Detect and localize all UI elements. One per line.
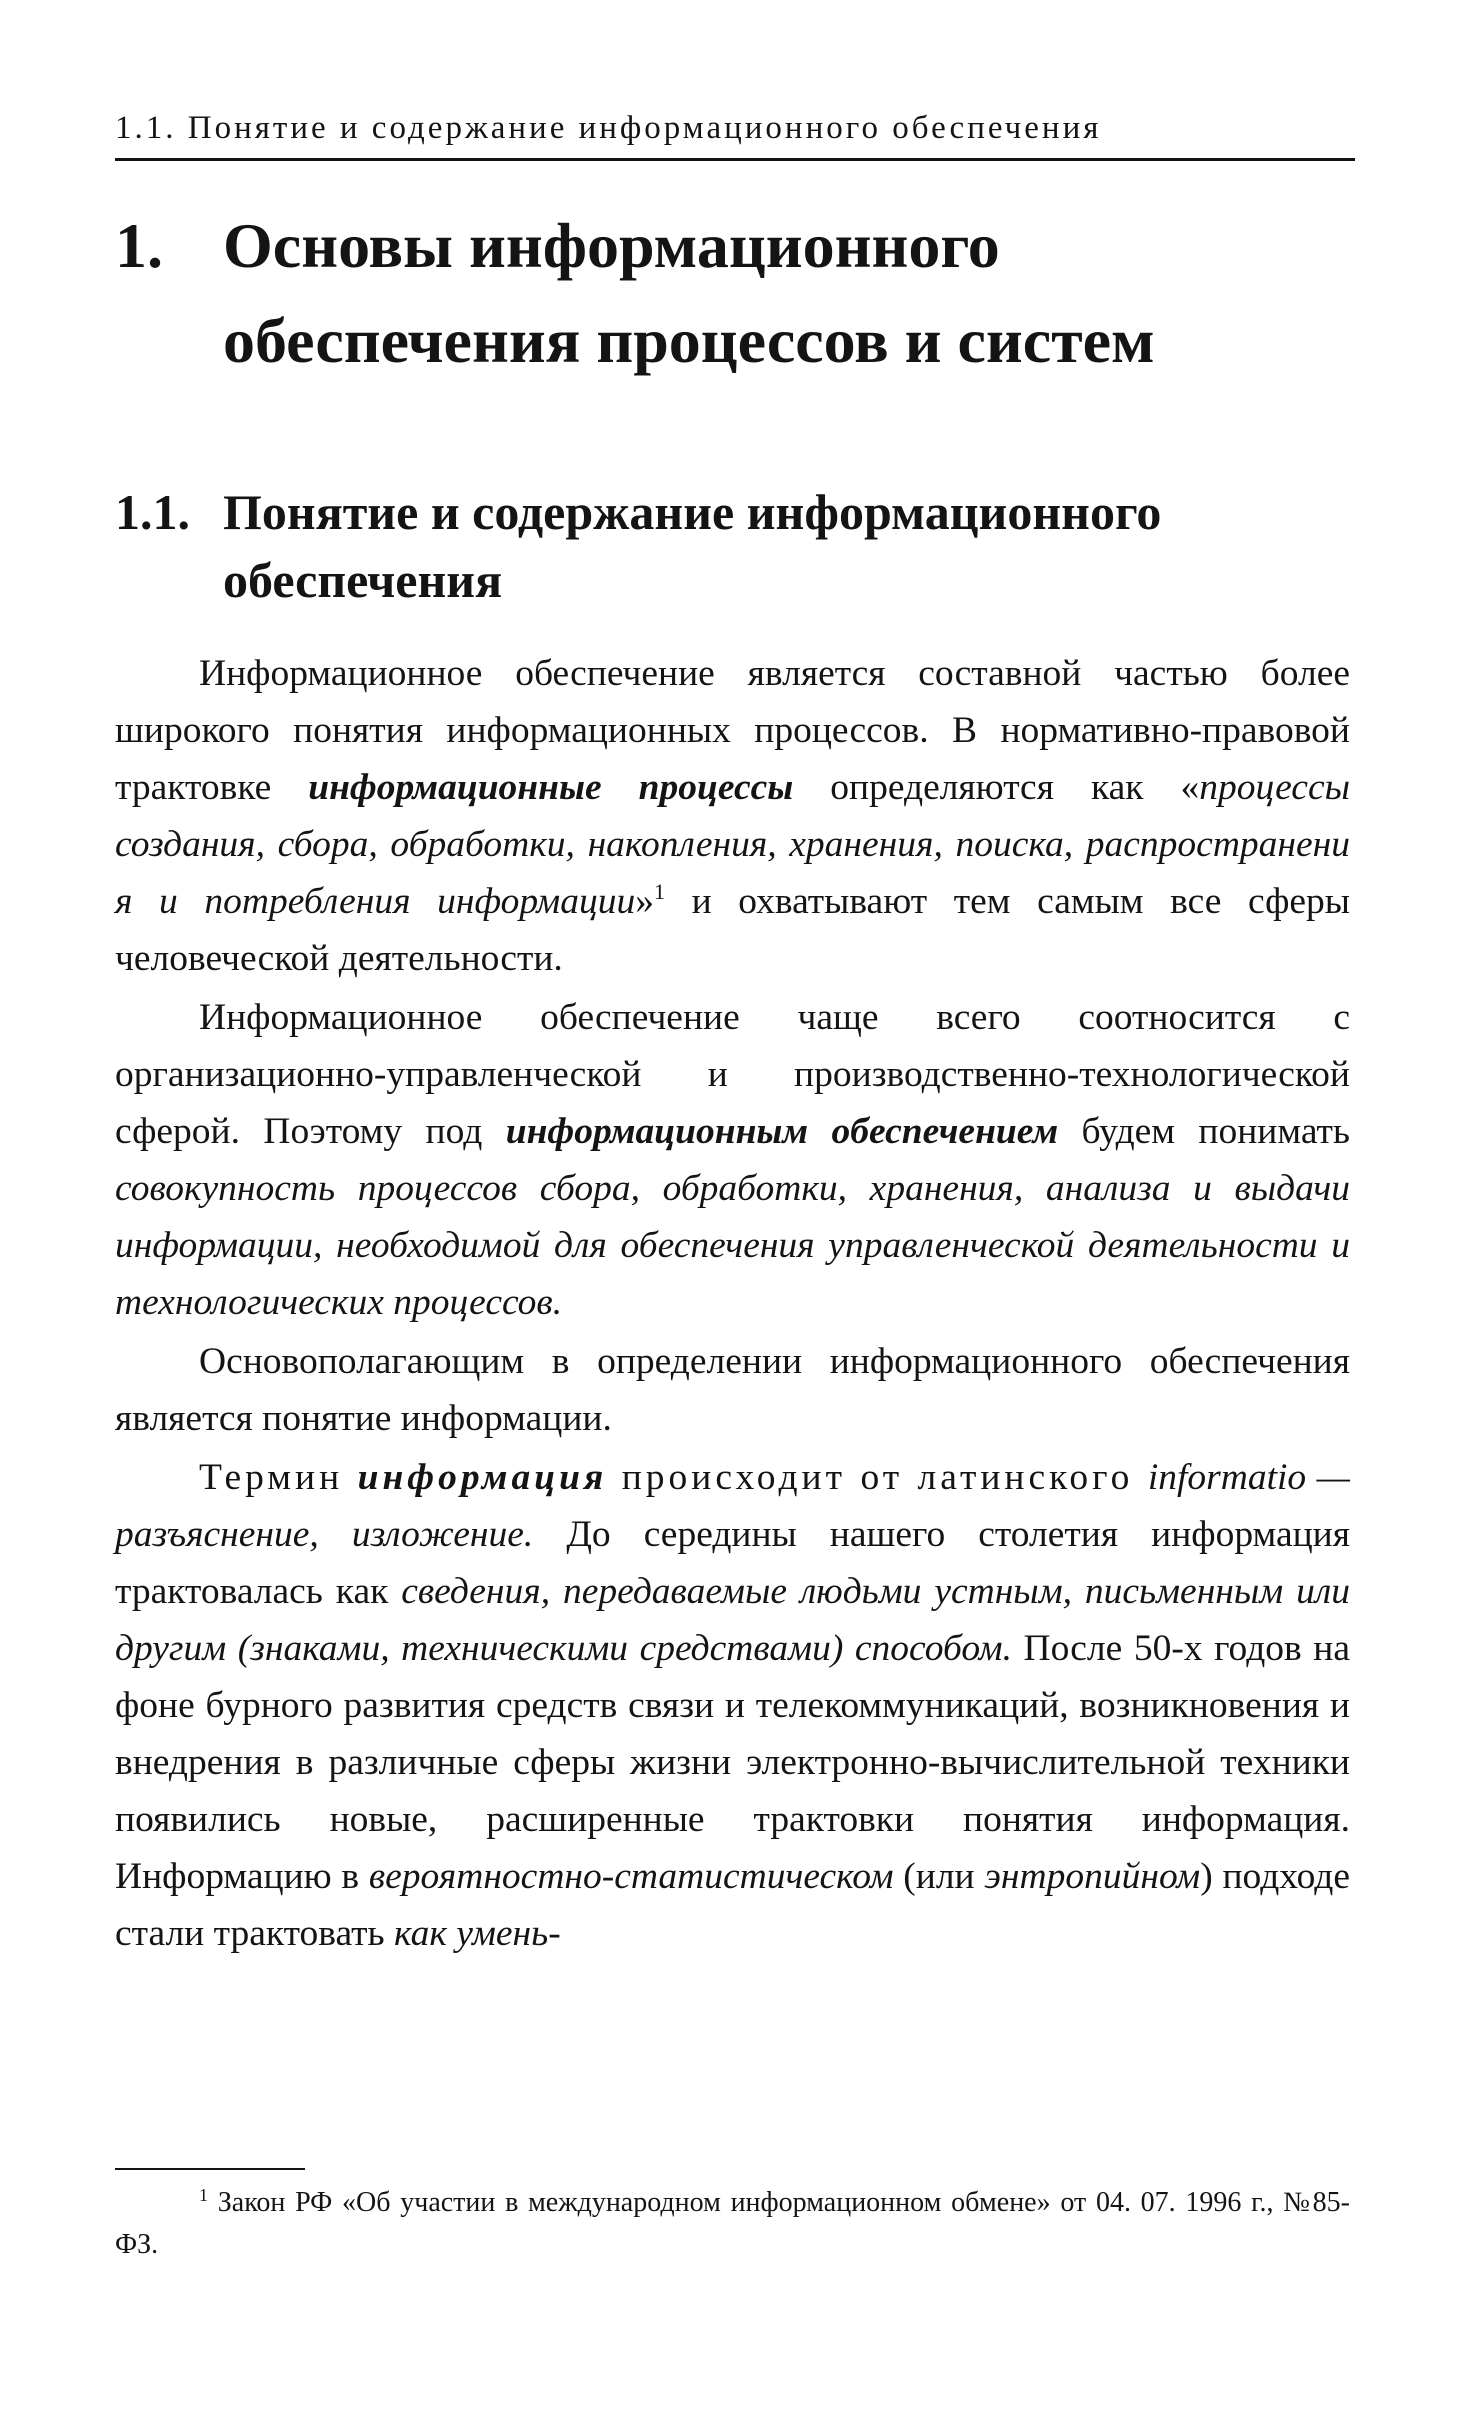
- definition-italic: сведения, передаваемые людьми устным, письменным или другим (знаками, техническими средствами) способом.: [115, 1571, 1350, 1669]
- footnote-text: Закон РФ «Об участии в международном информационном обмене» от 04. 07. 1996 г., №85-ФЗ.: [115, 2187, 1350, 2260]
- text-run: Основополагающим в определении информационного обеспечения является понятие информации.: [115, 1341, 1350, 1439]
- section-title: Понятие и содержание информационного обеспечения: [223, 484, 1162, 608]
- term-emphasis: информационным обеспечением: [505, 1111, 1059, 1152]
- section-heading: [115, 478, 1355, 614]
- text-run: Информационное обеспечение является составной частью более широкого понятия информационных процессов. В нормативно-правовой трактовке: [115, 653, 1350, 808]
- body-text: [115, 645, 1350, 1964]
- text-run: определяются как «: [793, 767, 1200, 808]
- footnote-ref: 1: [653, 879, 665, 904]
- term-emphasis: информация: [357, 1457, 608, 1498]
- footnote: [115, 2182, 1350, 2266]
- term-italic: вероятностно-статистическом: [368, 1856, 894, 1897]
- text-run: »: [635, 881, 654, 922]
- running-header: 1.1. Понятие и содержание информационного обеспечения: [115, 110, 1102, 146]
- quote-italic: процессы создания, сбора, обработки, накопления, хранения, поиска, распространени я и потребления информации: [115, 767, 1350, 922]
- definition-italic: совокупность процессов сбора, обработки, хранения, анализа и выдачи информации, необходимой для обеспечения управленческой деятельности и технологических процессов.: [115, 1168, 1350, 1323]
- paragraph-3: [115, 1333, 1350, 1447]
- text-run: Термин: [199, 1457, 358, 1498]
- section-number: 1.1.: [115, 484, 190, 540]
- footnote-rule: [115, 2168, 305, 2170]
- text-run: Информационное обеспечение чаще всего соотносится с организационно-управленческой и производственно-технологической сферой. Поэтому под: [115, 997, 1350, 1152]
- text-run: и охватывают тем самым все сферы человеческой деятельности.: [115, 881, 1350, 979]
- text-run: После 50-х годов на фоне бурного развития средств связи и телекоммуникаций, возникновения и внедрения в различные сферы жизни электронно-вычислительной техники появились новые, расширенные трактовки понятия информация. Информацию в: [115, 1628, 1350, 1897]
- paragraph-2: [115, 989, 1350, 1331]
- term-italic: энтропийном: [984, 1856, 1201, 1897]
- chapter-number: 1.: [115, 210, 163, 281]
- text-run: До середины нашего столетия информация трактовалась как: [115, 1514, 1350, 1612]
- paragraph-1: [115, 645, 1350, 987]
- chapter-heading: [115, 198, 1355, 388]
- paragraph-4: [115, 1449, 1350, 1962]
- header-rule: [115, 158, 1355, 161]
- text-run: ) подходе стали трактовать: [115, 1856, 1350, 1954]
- term-emphasis: информационные процессы: [308, 767, 794, 808]
- continuation-italic: как умень-: [393, 1913, 561, 1954]
- etymology-italic: informatio — разъяснение, изложение.: [115, 1457, 1350, 1555]
- text-run: будем понимать: [1058, 1111, 1350, 1152]
- footnote-mark: 1: [199, 2185, 208, 2205]
- text-run: (или: [893, 1856, 985, 1897]
- text-run: происходит от латинского: [607, 1457, 1148, 1498]
- chapter-title: Основы информационного обеспечения процессов и систем: [223, 210, 1155, 376]
